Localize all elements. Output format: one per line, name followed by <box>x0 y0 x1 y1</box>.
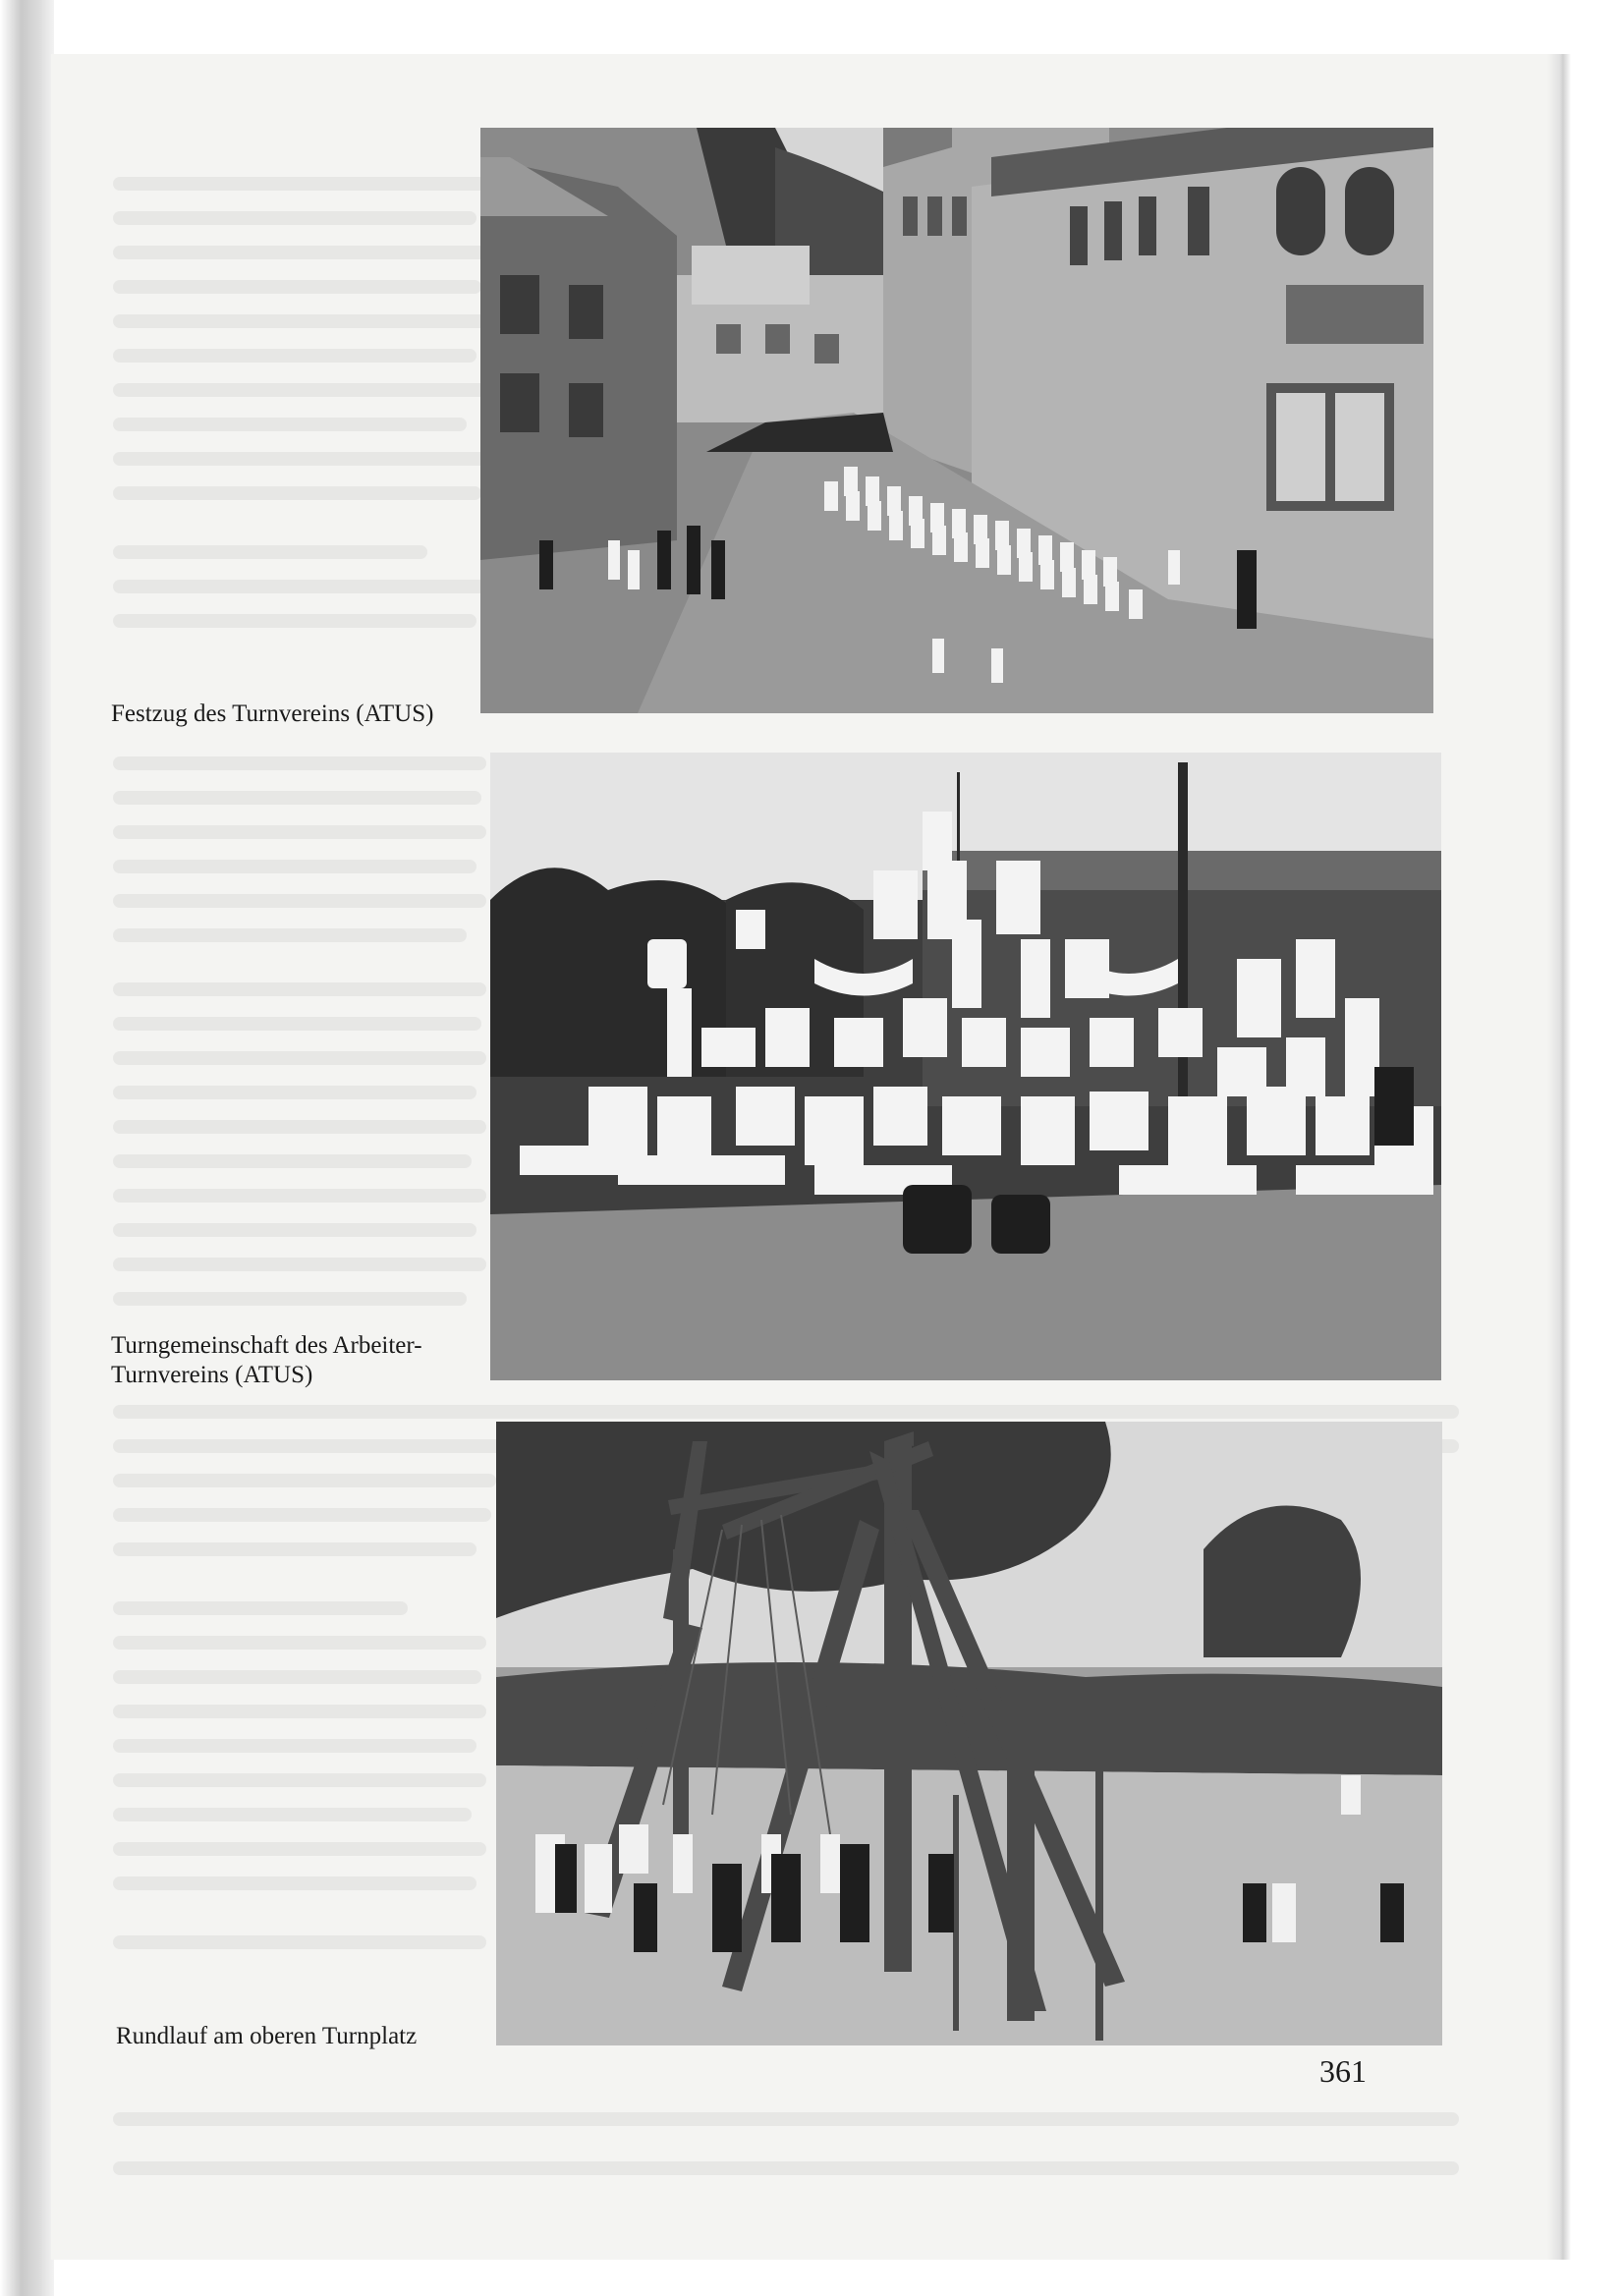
photo-rundlauf <box>496 1422 1442 2045</box>
photo-festzug <box>480 128 1433 713</box>
caption-line: Festzug des Turnvereins (ATUS) <box>111 700 434 727</box>
caption-line: Turngemeinschaft des Arbeiter- <box>111 1332 422 1359</box>
festzug-scene <box>480 128 1433 713</box>
turngemeinschaft-scene <box>490 753 1441 1380</box>
caption-rundlauf <box>116 2022 417 2051</box>
rundlauf-scene <box>496 1422 1442 2045</box>
page-number: 361 <box>1319 2053 1367 2089</box>
scan-shadow-right <box>1547 54 1577 2260</box>
caption-festzug <box>111 700 433 729</box>
photo-turngemeinschaft <box>490 753 1441 1380</box>
scan-shadow-left <box>0 0 54 2296</box>
caption-turngemeinschaft <box>111 1331 422 1390</box>
caption-line: Rundlauf am oberen Turnplatz <box>116 2023 418 2049</box>
caption-line: Turnvereins (ATUS) <box>111 1362 313 1388</box>
